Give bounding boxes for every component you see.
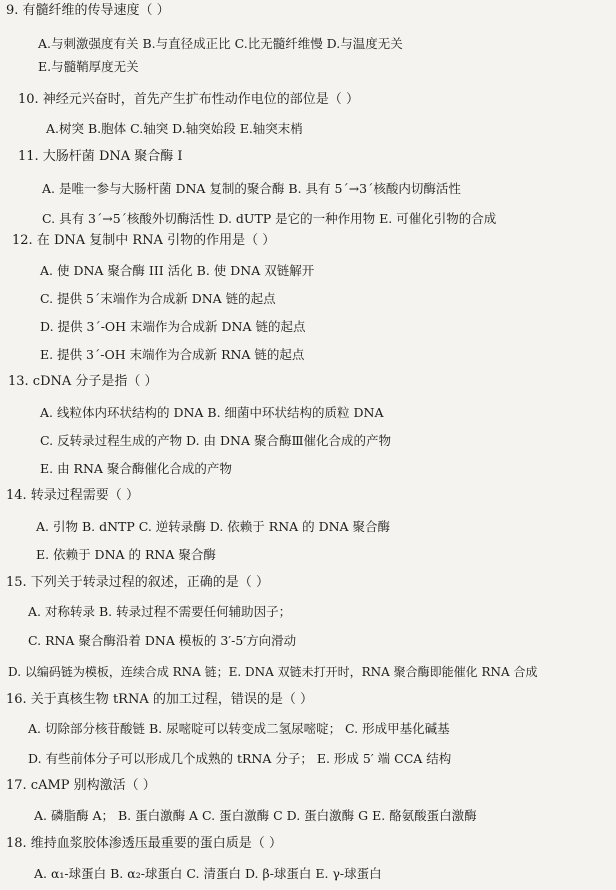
question-12-stem: 12. 在 DNA 复制中 RNA 引物的作用是（ ） — [12, 233, 276, 248]
question-13-options-3: E. 由 RNA 聚合酶催化合成的产物 — [40, 461, 232, 476]
question-12-options-1: A. 使 DNA 聚合酶 III 活化 B. 使 DNA 双链解开 — [40, 263, 315, 278]
question-10-stem: 10. 神经元兴奋时，首先产生扩布性动作电位的部位是（ ） — [18, 92, 359, 107]
question-15-stem: 15. 下列关于转录过程的叙述，正确的是（ ） — [6, 575, 269, 590]
question-13-stem: 13. cDNA 分子是指（ ） — [8, 374, 158, 389]
question-9-options-2: E.与髓鞘厚度无关 — [38, 59, 139, 74]
question-15-options-2: C. RNA 聚合酶沿着 DNA 模板的 3′-5′方向滑动 — [28, 633, 297, 648]
question-17-stem: 17. cAMP 别构激活（ ） — [6, 778, 156, 793]
question-12-options-2: C. 提供 5ˊ末端作为合成新 DNA 链的起点 — [40, 291, 276, 306]
question-16-options-1: A. 切除部分核苷酸链 B. 尿嘧啶可以转变成二氢尿嘧啶； C. 形成甲基化碱基 — [28, 721, 450, 736]
question-17-options-1: A. 磷脂酶 A； B. 蛋白激酶 A C. 蛋白激酶 C D. 蛋白激酶 G E. 酪氨酸蛋白激酶 — [34, 808, 477, 823]
question-14-stem: 14. 转录过程需要（ ） — [6, 488, 139, 503]
question-13-options-2: C. 反转录过程生成的产物 D. 由 DNA 聚合酶Ⅲ催化合成的产物 — [40, 433, 392, 448]
question-13-options-1: A. 线粒体内环状结构的 DNA B. 细菌中环状结构的质粒 DNA — [40, 405, 384, 420]
question-16-stem: 16. 关于真核生物 tRNA 的加工过程，错误的是（ ） — [6, 692, 313, 707]
question-9-stem: 9. 有髓纤维的传导速度（ ） — [6, 3, 170, 18]
question-16-options-2: D. 有些前体分子可以形成几个成熟的 tRNA 分子； E. 形成 5′ 端 CCA 结构 — [28, 751, 452, 766]
question-12-options-4: E. 提供 3ˊ-OH 末端作为合成新 RNA 链的起点 — [40, 347, 305, 362]
question-11-stem: 11. 大肠杆菌 DNA 聚合酶 I — [18, 149, 183, 164]
question-18-options-1: A. α₁-球蛋白 B. α₂-球蛋白 C. 清蛋白 D. β-球蛋白 E. γ-球蛋白 — [34, 866, 382, 881]
question-12-options-3: D. 提供 3ˊ-OH 末端作为合成新 DNA 链的起点 — [40, 319, 306, 334]
question-11-options-1: A. 是唯一参与大肠杆菌 DNA 复制的聚合酶 B. 具有 5ˊ→3ˊ核酸内切酶活性 — [42, 181, 461, 196]
question-14-options-2: E. 依赖于 DNA 的 RNA 聚合酶 — [36, 547, 216, 562]
question-14-options-1: A. 引物 B. dNTP C. 逆转录酶 D. 依赖于 RNA 的 DNA 聚合酶 — [36, 519, 391, 534]
question-18-stem: 18. 维持血浆胶体渗透压最重要的蛋白质是（ ） — [6, 836, 282, 851]
question-9-options-1: A.与刺激强度有关 B.与直径成正比 C.比无髓纤维慢 D.与温度无关 — [38, 36, 403, 51]
question-15-options-1: A. 对称转录 B. 转录过程不需要任何辅助因子； — [28, 604, 292, 619]
question-15-options-3: D. 以编码链为模板，连续合成 RNA 链；E. DNA 双链未打开时，RNA 聚合酶即能催化 RNA 合成 — [8, 665, 538, 679]
question-10-options-1: A.树突 B.胞体 C.轴突 D.轴突始段 E.轴突末梢 — [46, 121, 303, 136]
question-11-options-2: C. 具有 3ˊ→5ˊ核酸外切酶活性 D. dUTP 是它的一种作用物 E. 可催化引物的合成 — [42, 211, 497, 226]
